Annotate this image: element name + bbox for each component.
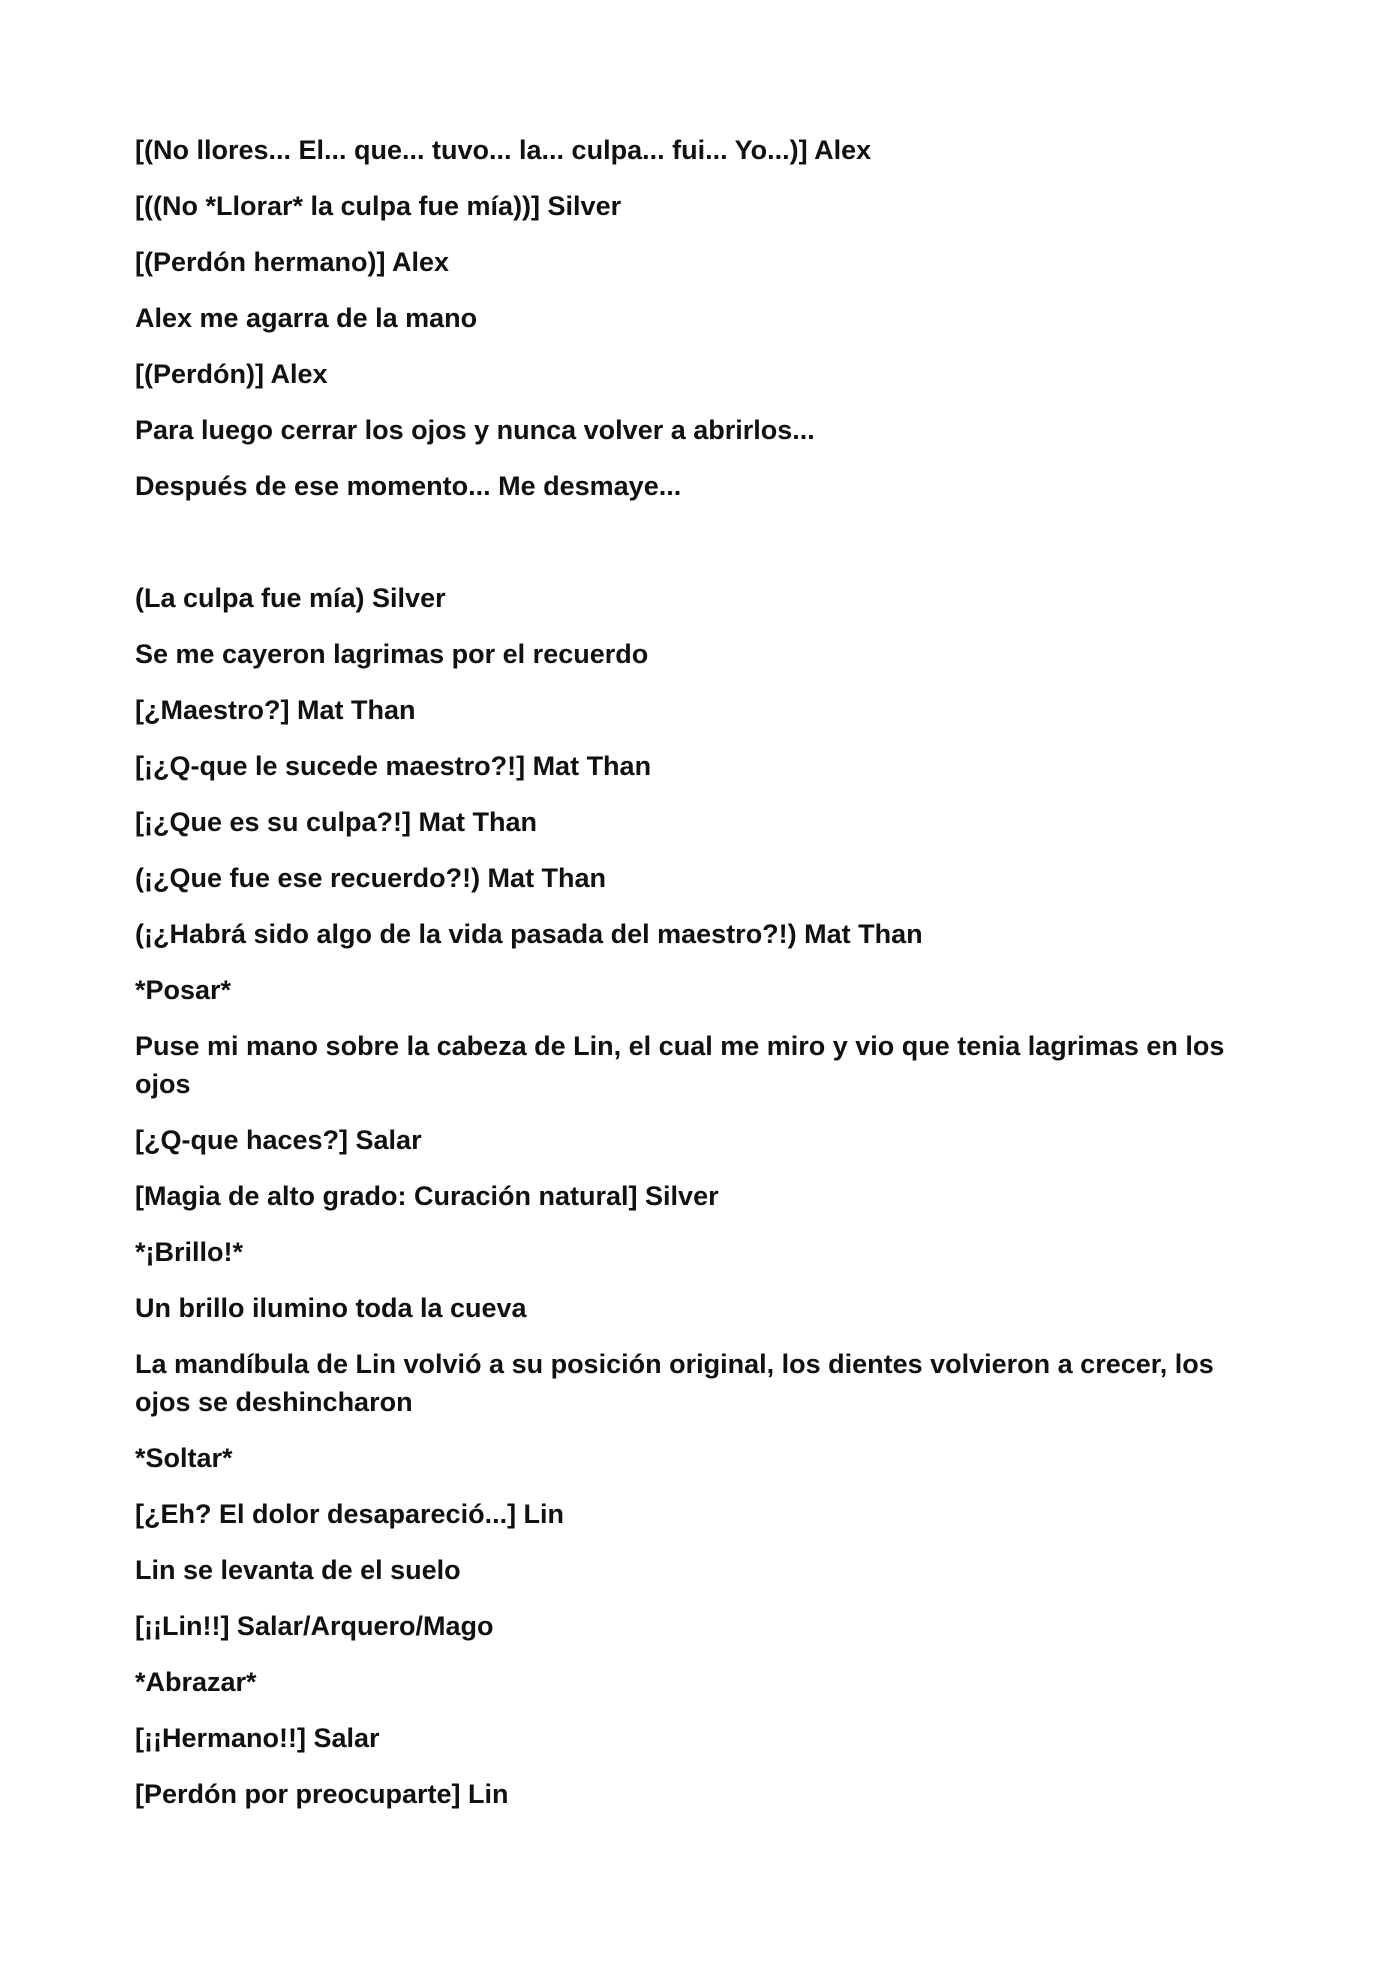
text-line: [¿Maestro?] Mat Than <box>135 695 416 725</box>
text-line: *Soltar* <box>135 1443 233 1473</box>
text-line: *¡Brillo!* <box>135 1237 243 1267</box>
document-body <box>135 131 1275 1831</box>
text-line: (La culpa fue mía) Silver <box>135 583 446 613</box>
text-line: Para luego cerrar los ojos y nunca volver a abrirlos... <box>135 415 815 445</box>
text-line: Después de ese momento... Me desmaye... <box>135 471 682 501</box>
text-line: La mandíbula de Lin volvió a su posición original, los dientes volvieron a crecer, los ojos se deshincharon <box>135 1349 1214 1417</box>
text-line: [¡¡Lin!!] Salar/Arquero/Mago <box>135 1611 494 1641</box>
text-line: [Magia de alto grado: Curación natural] Silver <box>135 1181 719 1211</box>
text-line: *Abrazar* <box>135 1667 257 1697</box>
text-line: [(Perdón)] Alex <box>135 359 328 389</box>
text-line: [(Perdón hermano)] Alex <box>135 247 450 277</box>
text-line: [¿Eh? El dolor desapareció...] Lin <box>135 1499 565 1529</box>
text-line: [¡¿Que es su culpa?!] Mat Than <box>135 807 538 837</box>
text-line: [((No *Llorar* la culpa fue mía))] Silver <box>135 191 622 221</box>
text-line: Un brillo ilumino toda la cueva <box>135 1293 527 1323</box>
text-line: Se me cayeron lagrimas por el recuerdo <box>135 639 649 669</box>
text-line: (¡¿Habrá sido algo de la vida pasada del maestro?!) Mat Than <box>135 919 923 949</box>
text-line: Puse mi mano sobre la cabeza de Lin, el cual me miro y vio que tenia lagrimas en los ojos <box>135 1031 1225 1099</box>
text-line: [¡¿Q-que le sucede maestro?!] Mat Than <box>135 751 652 781</box>
text-line: (¡¿Que fue ese recuerdo?!) Mat Than <box>135 863 607 893</box>
text-line: Lin se levanta de el suelo <box>135 1555 461 1585</box>
text-line: [¡¡Hermano!!] Salar <box>135 1723 380 1753</box>
text-line: *Posar* <box>135 975 232 1005</box>
blank-line <box>135 523 1275 561</box>
text-line: [Perdón por preocuparte] Lin <box>135 1779 509 1809</box>
text-line: Alex me agarra de la mano <box>135 303 478 333</box>
text-line: [¿Q-que haces?] Salar <box>135 1125 422 1155</box>
text-line: [(No llores... El... que... tuvo... la... culpa... fui... Yo...)] Alex <box>135 135 872 165</box>
